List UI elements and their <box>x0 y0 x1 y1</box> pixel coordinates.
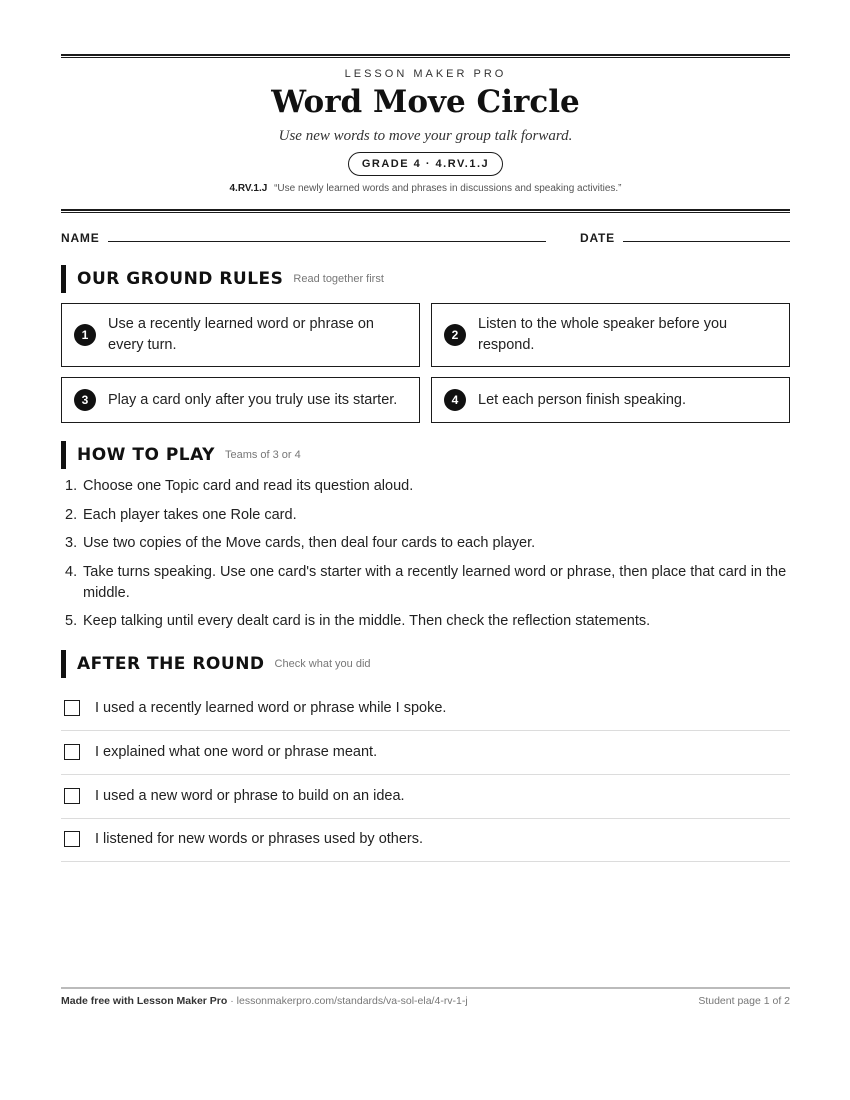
reflection-checkbox[interactable] <box>64 788 80 804</box>
ground-rule-card <box>61 377 420 423</box>
grade-badge-wrap <box>61 152 790 176</box>
name-label: NAME <box>61 231 100 245</box>
header-top-rule <box>61 54 790 58</box>
date-label: DATE <box>580 231 615 245</box>
rule-number-badge: 2 <box>444 324 466 346</box>
section-title: HOW TO PLAY <box>77 445 215 465</box>
reflection-text: I used a recently learned word or phrase while I spoke. <box>95 700 447 716</box>
reflection-item[interactable] <box>61 774 790 819</box>
footer-made-with: Made free with Lesson Maker Pro <box>61 995 228 1007</box>
rule-text: Play a card only after you truly use its starter. <box>108 391 398 408</box>
reflection-item[interactable] <box>61 730 790 775</box>
rule-text: Listen to the whole speaker before you respond. <box>478 316 728 353</box>
step-text: Choose one Topic card and read its question aloud. <box>83 478 414 494</box>
step-text: Use two copies of the Move cards, then deal four cards to each player. <box>83 535 536 551</box>
after-round-heading <box>61 650 371 678</box>
step-text: Each player takes one Role card. <box>83 506 297 523</box>
page-indicator: Student page 1 of 2 <box>698 995 790 1007</box>
brand-name: LESSON MAKER PRO <box>344 68 507 80</box>
reflection-item[interactable] <box>61 686 790 731</box>
reflection-text: I explained what one word or phrase meant. <box>95 744 378 760</box>
instruction-step <box>61 533 790 554</box>
ground-rules-heading <box>61 265 384 293</box>
rule-text: Use a recently learned word or phrase on every turn. <box>108 316 374 353</box>
page-subtitle: Use new words to move your group talk forward. <box>278 128 573 144</box>
rule-number-badge: 4 <box>444 389 466 411</box>
header-bottom-rule <box>61 209 790 213</box>
section-title: OUR GROUND RULES <box>77 269 284 289</box>
instruction-list <box>61 476 790 640</box>
instruction-step <box>61 562 790 604</box>
ground-rule-card <box>431 303 790 367</box>
rule-text: Let each person finish speaking. <box>478 391 686 408</box>
instruction-step <box>61 476 790 497</box>
standard-text: “Use newly learned words and phrases in discussions and speaking activities.” <box>274 183 622 194</box>
step-number: 3. <box>65 535 78 551</box>
step-number: 2. <box>65 506 78 523</box>
footer-credit <box>61 995 468 1007</box>
date-field[interactable] <box>623 241 790 242</box>
rule-number-badge: 3 <box>74 389 96 411</box>
section-title: AFTER THE ROUND <box>77 654 265 674</box>
step-number: 5. <box>65 613 78 629</box>
instruction-step <box>61 611 790 632</box>
page-title: Word Move Circle <box>271 84 580 120</box>
instruction-step <box>61 505 790 526</box>
reflection-checkbox[interactable] <box>64 744 80 760</box>
rule-number-badge: 1 <box>74 324 96 346</box>
reflection-checkbox[interactable] <box>64 700 80 716</box>
standard-line <box>61 183 790 194</box>
reflection-item[interactable] <box>61 817 790 862</box>
footer-rule <box>61 987 790 989</box>
step-number: 1. <box>65 478 78 494</box>
footer-url[interactable]: · lessonmakerpro.com/standards/va-sol-ela/4-rv-1-j <box>227 995 468 1007</box>
section-note: Read together first <box>293 273 384 285</box>
grade-badge: GRADE 4 · 4.RV.1.J <box>348 152 503 176</box>
ground-rule-card <box>61 303 420 367</box>
ground-rule-card <box>431 377 790 423</box>
how-to-play-heading <box>61 441 301 469</box>
section-note: Teams of 3 or 4 <box>224 449 301 461</box>
step-text: Keep talking until every dealt card is in the middle. Then check the reflection statements. <box>83 613 651 629</box>
step-number: 4. <box>65 563 78 580</box>
standard-code: 4.RV.1.J <box>229 183 268 194</box>
reflection-text: I listened for new words or phrases used by others. <box>95 831 424 847</box>
section-note: Check what you did <box>274 658 371 670</box>
reflection-checkbox[interactable] <box>64 831 80 847</box>
step-text: Take turns speaking. Use one card's starter with a recently learned word or phrase, then place that card in the middle. <box>83 563 787 601</box>
reflection-text: I used a new word or phrase to build on an idea. <box>95 788 405 804</box>
name-field[interactable] <box>108 241 546 242</box>
